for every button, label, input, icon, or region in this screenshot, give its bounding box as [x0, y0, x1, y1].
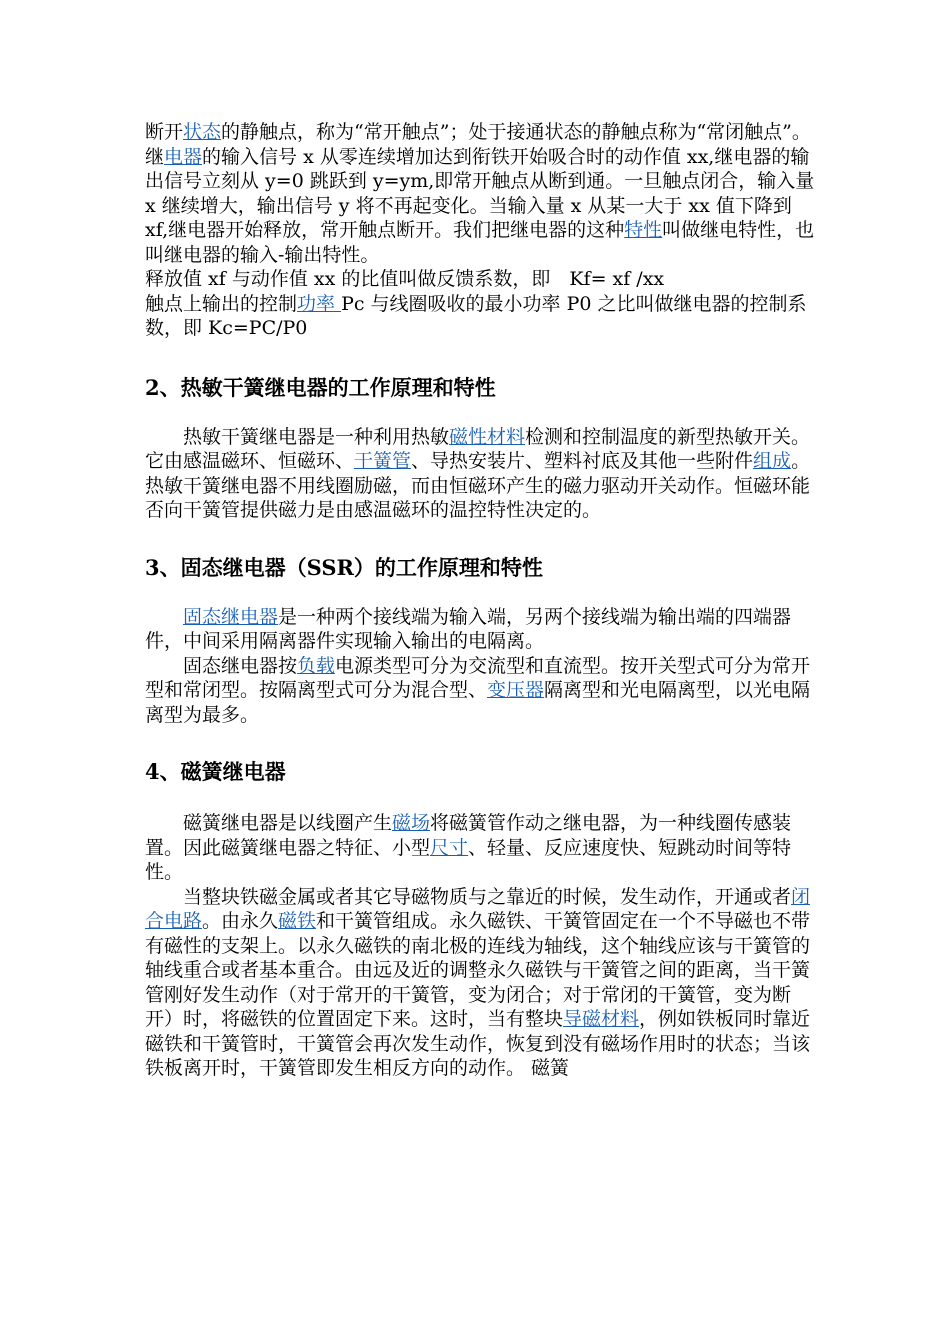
- link-composition[interactable]: 组成: [753, 450, 792, 472]
- text: 触点上输出的控制: [145, 292, 298, 315]
- text: 是一种两个接线端为输入端，另两个接线端为输出端的四端器件，中间采用隔离器件实现输入输出的电隔离。: [145, 605, 792, 652]
- text: 热敏干簧继电器是一种利用热敏: [183, 425, 450, 448]
- text: 和干簧管组成。永久磁铁、干簧管固定在一个不导磁也不带有磁性的支架上。以永久磁铁的南北极的连线为轴线，这个轴线应该与干簧管的轴线重合或者基本重合。由远及近的调整永久磁铁与干簧管之间的距离，当干簧管刚好发生动作（对于常开的干簧管，变为闭合；对于常闭的干簧管，变为断开）时，将磁铁的位置固定下来。这时，当有整块: [145, 910, 811, 1030]
- sec2-paragraph-1: [145, 425, 815, 523]
- sec3-paragraph-1: [145, 605, 815, 654]
- intro-paragraph-1: [145, 120, 815, 145]
- text: 磁簧继电器是以线圈产生: [183, 812, 393, 834]
- link-size[interactable]: 尺寸: [430, 836, 469, 859]
- intro-paragraph-3: 释放值 xf 与动作值 xx 的比值叫做反馈系数，即 Kf= xf /xx: [145, 268, 665, 290]
- text: 当整块铁磁金属或者其它导磁物质与之靠近的时候，发生动作，开通或者: [183, 885, 792, 908]
- text: 继: [145, 145, 165, 168]
- section-heading-2: 2、热敏干簧继电器的工作原理和特性: [145, 374, 496, 400]
- text: 固态继电器按: [183, 654, 298, 677]
- link-load[interactable]: 负载: [297, 654, 336, 677]
- text: 将磁簧管作动之继电器，为一种线圈传感装置。因此磁簧继电器之特征、小型: [145, 812, 792, 859]
- text: 叫做继电特性，也叫继电器的输入-输出特性。: [145, 219, 815, 266]
- text: 。热敏干簧继电器不用线圈励磁，而由恒磁环产生的磁力驱动开关动作。恒磁环能否向干簧管提供磁力是由感温磁环的温控特性决定的。: [145, 450, 811, 521]
- link-magnetic-conductive-material[interactable]: 导磁材料: [563, 1008, 640, 1030]
- text: 、轻量、反应速度快、短跳动时间等特性。: [145, 836, 792, 883]
- link-magnetic-field[interactable]: 磁场: [392, 812, 431, 834]
- intro-paragraph-2: [145, 145, 815, 268]
- link-characteristic[interactable]: 特性: [624, 219, 663, 241]
- section-heading-3: 3、固态继电器（SSR）的工作原理和特性: [145, 554, 543, 580]
- link-closed-circuit[interactable]: 闭合电路: [145, 885, 811, 932]
- link-reed-switch[interactable]: 干簧管: [354, 450, 412, 472]
- document-page: [145, 120, 815, 1081]
- text: 检测和控制温度的新型热敏开关。它由感温磁环、恒磁环、: [145, 425, 811, 472]
- sec3-paragraph-2: [145, 654, 815, 728]
- link-electrical-appliance[interactable]: 电器: [164, 145, 203, 168]
- text: ，例如铁板同时靠近磁铁和干簧管时，干簧管会再次发生动作，恢复到没有磁场作用时的状态；当该铁板离开时，干簧管即发生相反方向的动作。 磁簧: [145, 1008, 811, 1079]
- text: 的静触点，称为“常开触点”；处于接通状态的静触点称为“常闭触点”。: [221, 121, 811, 143]
- link-state[interactable]: 状态: [183, 121, 222, 143]
- link-magnet[interactable]: 磁铁: [278, 910, 317, 932]
- text: 、导热安装片、塑料衬底及其他一些附件: [411, 450, 754, 472]
- text: 的输入信号 x 从零连续增加达到衔铁开始吸合时的动作值 xx,继电器的输出信号立刻从 y=0 跳跃到 y=ym,即常开触点从断到通。一旦触点闭合，输入量 x 继续增大，输出信号 y 将不再起变化。当输入量 x 从某一大于 xx 值下降到 xf,继电器开始释放，常开触点断开。我们把继电器的这种: [145, 145, 815, 241]
- text: 电源类型可分为交流型和直流型。按开关型式可分为常开型和常闭型。按隔离型式可分为混合型、: [145, 654, 811, 701]
- link-transformer[interactable]: 变压器: [487, 679, 545, 701]
- intro-paragraph-4: [145, 292, 815, 341]
- link-power[interactable]: 功率: [297, 292, 342, 315]
- text: 断开: [145, 121, 184, 143]
- text: 。由永久: [202, 910, 279, 932]
- section-heading-4: 4、磁簧继电器: [145, 759, 286, 784]
- sec4-paragraph-2: [145, 885, 815, 1081]
- link-magnetic-material[interactable]: 磁性材料: [449, 425, 526, 448]
- link-solid-state-relay[interactable]: 固态继电器: [183, 605, 279, 628]
- text: 隔离型和光电隔离型，以光电隔离型为最多。: [145, 679, 811, 726]
- text: Pc 与线圈吸收的最小功率 P0 之比叫做继电器的控制系数，即 Kc=PC/P0: [145, 292, 807, 339]
- sec4-paragraph-1: [145, 811, 815, 885]
